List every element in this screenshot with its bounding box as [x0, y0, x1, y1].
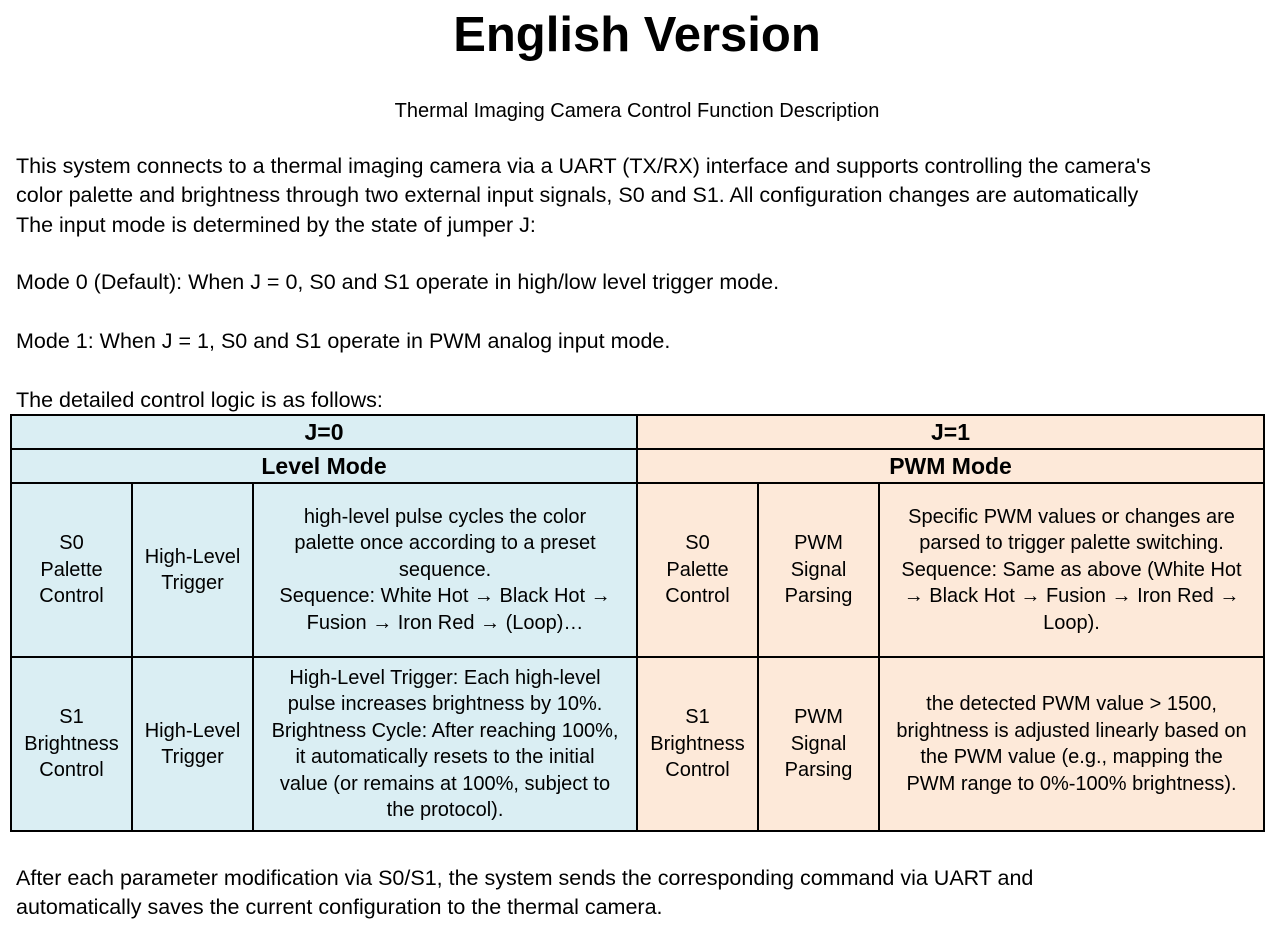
cell-line: Parsing — [784, 585, 853, 608]
j1-header: J=1 — [637, 415, 1264, 449]
cell-line: pulse increases brightness by 10%. — [287, 693, 603, 715]
page-title: English Version — [453, 8, 821, 62]
intro-line: color palette and brightness through two external input signals, S0 and S1. All configuration changes are automatically — [16, 183, 1139, 207]
cell-line: Signal — [790, 558, 847, 581]
cell-line: Control — [665, 759, 730, 782]
pwm-trigger-cell — [758, 483, 879, 657]
cell-line: Specific PWM values or changes are — [908, 505, 1235, 528]
pwm-trigger-cell — [758, 657, 879, 831]
logic-heading: The detailed control logic is as follows: — [16, 388, 383, 412]
cell-line: Brightness Cycle: After reaching 100%, — [271, 719, 619, 742]
cell-line: → Black Hot → Fusion → Iron Red → — [903, 585, 1240, 608]
cell-line: Trigger — [161, 746, 224, 768]
cell-line: Control — [665, 585, 730, 608]
cell-line: Loop). — [1043, 611, 1100, 634]
cell-line: Trigger — [161, 572, 224, 594]
footer-line: After each parameter modification via S0/S1, the system sends the corresponding command via UART and — [16, 866, 1034, 890]
cell-line: Palette — [40, 558, 103, 581]
cell-line: brightness is adjusted linearly based on — [896, 719, 1247, 742]
cell-line: the protocol). — [386, 799, 504, 821]
table-header-row — [11, 415, 1264, 449]
cell-line: Brightness — [24, 732, 119, 755]
level-trigger-cell — [132, 657, 253, 831]
cell-line: PWM range to 0%-100% brightness). — [906, 772, 1237, 795]
intro-line: This system connects to a thermal imaging camera via a UART (TX/RX) interface and supports controlling the camera's — [16, 154, 1151, 178]
cell-line: Brightness — [650, 732, 745, 755]
cell-line: High-Level — [144, 545, 241, 568]
pwm-signal-cell — [637, 483, 758, 657]
cell-line: Control — [39, 759, 104, 782]
intro-line: The input mode is determined by the state of jumper J: — [16, 213, 536, 237]
cell-line: it automatically resets to the initial — [295, 746, 595, 768]
cell-line: Signal — [790, 732, 847, 755]
cell-line: S1 — [685, 706, 710, 729]
cell-line: Fusion → Iron Red → (Loop)… — [306, 611, 584, 634]
cell-line: S0 — [59, 532, 84, 555]
cell-line: Palette — [666, 558, 729, 581]
cell-line: Parsing — [784, 759, 853, 782]
cell-line: the PWM value (e.g., mapping the — [920, 746, 1223, 768]
cell-line: Control — [39, 585, 104, 608]
cell-line: High-Level — [144, 719, 241, 742]
cell-line: High-Level Trigger: Each high-level — [289, 666, 601, 689]
table-row — [11, 657, 1264, 831]
cell-line: Sequence: Same as above (White Hot — [901, 558, 1242, 581]
cell-line: S1 — [59, 706, 84, 729]
cell-line: S0 — [685, 532, 710, 555]
cell-line: the detected PWM value > 1500, — [926, 693, 1217, 715]
page-subtitle: Thermal Imaging Camera Control Function Description — [394, 100, 880, 122]
footer-line: automatically saves the current configuration to the thermal camera. — [16, 895, 663, 919]
level-signal-cell — [11, 657, 132, 831]
level-description-cell — [253, 483, 637, 657]
cell-line: parsed to trigger palette switching. — [919, 532, 1224, 555]
cell-line: palette once according to a preset — [294, 532, 596, 555]
level-signal-cell — [11, 483, 132, 657]
pwm-description-cell — [879, 657, 1264, 831]
j0-header: J=0 — [11, 415, 637, 449]
cell-line: PWM — [794, 532, 843, 555]
level-mode-header: Level Mode — [11, 449, 637, 483]
cell-line: value (or remains at 100%, subject to — [279, 772, 611, 795]
control-logic-table — [10, 414, 1265, 832]
cell-line: PWM — [794, 706, 843, 729]
mode-1-description: Mode 1: When J = 1, S0 and S1 operate in PWM analog input mode. — [16, 329, 671, 353]
pwm-signal-cell — [637, 657, 758, 831]
cell-line: Sequence: White Hot → Black Hot → — [279, 585, 611, 608]
cell-line: high-level pulse cycles the color — [303, 505, 587, 528]
table-mode-row — [11, 449, 1264, 483]
level-trigger-cell — [132, 483, 253, 657]
pwm-description-cell — [879, 483, 1264, 657]
cell-line: sequence. — [398, 558, 492, 581]
mode-0-description: Mode 0 (Default): When J = 0, S0 and S1 operate in high/low level trigger mode. — [16, 270, 780, 294]
pwm-mode-header: PWM Mode — [637, 449, 1264, 483]
level-description-cell — [253, 657, 637, 831]
table-row — [11, 483, 1264, 657]
